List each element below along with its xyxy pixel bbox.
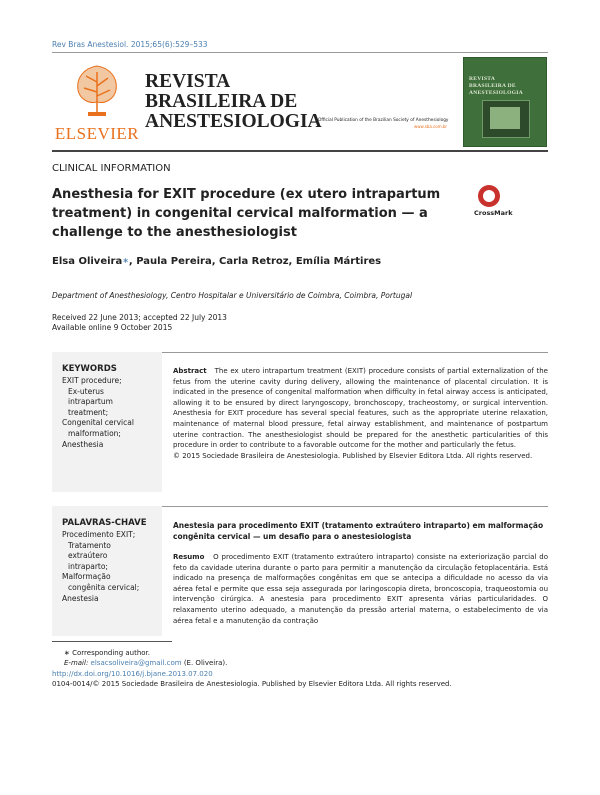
header-bottom-rule [52, 150, 548, 152]
abstract-english [173, 366, 548, 461]
abstract-label: Abstract [173, 367, 207, 375]
corresponding-author-link[interactable]: ∗ [122, 256, 129, 265]
elsevier-tree-icon [66, 58, 128, 120]
keyword-item: Anesthesia [62, 439, 104, 449]
author-rest: , Paula Pereira, Carla Retroz, Emília Mártires [128, 256, 382, 267]
keyword-item: malformation; [68, 428, 121, 438]
author-list [52, 256, 381, 267]
keyword-item: treatment; [68, 407, 109, 417]
journal-website[interactable]: www.sba.com.br [414, 124, 448, 129]
crossmark-label: CrossMark [474, 209, 513, 217]
citation-link[interactable]: Rev Bras Anestesiol. 2015;65(6):529–533 [52, 40, 208, 49]
palavra-item: Malformação [62, 572, 111, 582]
palavra-item: Tratamento [68, 540, 111, 550]
footnotes [52, 648, 548, 689]
article-title: Anesthesia for EXIT procedure (ex utero intrapartum treatment) in congenital cervical malformation — a challenge to the anesthesiologist [52, 187, 441, 240]
article-dates: Received 22 June 2013; accepted 22 July 2013 Available online 9 October 2015 [52, 313, 227, 332]
journal-cover-thumbnail: REVISTA BRASILEIRA DE ANESTESIOLOGIA [463, 57, 547, 147]
email-label: E-mail: [64, 659, 89, 668]
email-owner: (E. Oliveira). [183, 659, 228, 668]
resumo-text: O procedimento EXIT (tratamento extraútero intraparto) consiste na exteriorização parcial do feto da cavidade uterina durante o parto para permitir a manutenção da circulação fetoplacentária. Está indicado na presença de malformações congênitas em que se antecipa a dificuldade no acesso da via aérea fetal e permite que essa seja assegurada por laringoscopia direta, broncoscopia, traqueostomia ou intervenção cirúrgica. A anestesia para procedimento EXIT apresenta várias particularidades. O relaxamento uterino adequado, a manutenção da pressão arterial materna, o estabelecimento de via aérea fetal e a manutenção da contração [173, 553, 548, 625]
footnote-rule [52, 641, 172, 642]
crossmark-icon-inner [483, 190, 495, 202]
cover-image-inner [490, 107, 520, 129]
abstract-copyright: © 2015 Sociedade Brasileira de Anestesiologia. Published by Elsevier Editora Ltda. All rights reserved. [173, 451, 533, 460]
elsevier-logo [52, 58, 142, 144]
journal-title: REVISTA BRASILEIRA DE ANESTESIOLOGIA [145, 71, 322, 132]
corresponding-author-note: Corresponding author. [72, 649, 151, 657]
palavras-chave-box [52, 506, 162, 636]
resumo-label: Resumo [173, 553, 205, 561]
palavras-chave-heading: PALAVRAS-CHAVE [62, 518, 147, 528]
palavra-item: Anestesia [62, 593, 99, 603]
email-link[interactable]: elsacsoliveira@gmail.com [90, 659, 182, 668]
section-heading: CLINICAL INFORMATION [52, 163, 171, 174]
keyword-item: intrapartum [68, 397, 113, 407]
palavra-item: intraparto; [68, 561, 108, 571]
author-first: Elsa Oliveira [52, 256, 123, 267]
keyword-item: Ex-uterus [68, 386, 104, 396]
palavra-item: Procedimento EXIT; [62, 530, 136, 539]
elsevier-wordmark: ELSEVIER [54, 124, 140, 143]
journal-official-publication: Official Publication of the Brazilian Society of Anesthesiology [318, 118, 449, 123]
palavra-item: congênita cervical; [68, 582, 140, 592]
affiliation: Department of Anesthesiology, Centro Hospitalar e Universitário de Coimbra, Coimbra, Portugal [52, 291, 413, 300]
palavras-chave-list [62, 530, 160, 604]
issn-copyright: 0104-0014/© 2015 Sociedade Brasileira de Anestesiologia. Published by Elsevier Editora Ltda. All rights reserved. [52, 679, 452, 688]
abstract-text: The ex utero intrapartum treatment (EXIT) procedure consists of partial externalization of the fetus from the uterine cavity during delivery, allowing the maintenance of placental circulation. It is indicated in the presence of congenital malformation when difficulty in fetal airway access is anticipated, allowing it to be ensured by direct laryngoscopy, bronchoscopy, tracheostomy, or surgical intervention. Anesthesia for EXIT procedure has several special features, such as the appropriate uterine relaxation, maintenance of maternal blood pressure, fetal airway establishment, and maintenance of postpartum uterine contraction. The anesthesiologist should be prepared for the anesthetic particularities of this procedure in order to contribute to a favorable outcome for the mother and particularly the fetus. [173, 367, 548, 450]
portuguese-title: Anestesia para procedimento EXIT (tratamento extraútero intraparto) em malformação congênita cervical — um desafio para o anestesiologista [173, 521, 544, 541]
abstract-portuguese [173, 552, 548, 626]
keyword-item: EXIT procedure; [62, 376, 122, 385]
keyword-item: Congenital cervical [62, 418, 134, 428]
footnote-star: ∗ [64, 649, 70, 657]
crossmark-badge[interactable] [474, 185, 544, 219]
header-divider [52, 52, 548, 53]
keywords-box [52, 352, 162, 492]
keywords-list [62, 376, 160, 450]
palavra-item: extraútero [68, 551, 108, 561]
keywords-heading: KEYWORDS [62, 364, 117, 374]
doi-link[interactable]: http://dx.doi.org/10.1016/j.bjane.2013.07.020 [52, 669, 213, 678]
